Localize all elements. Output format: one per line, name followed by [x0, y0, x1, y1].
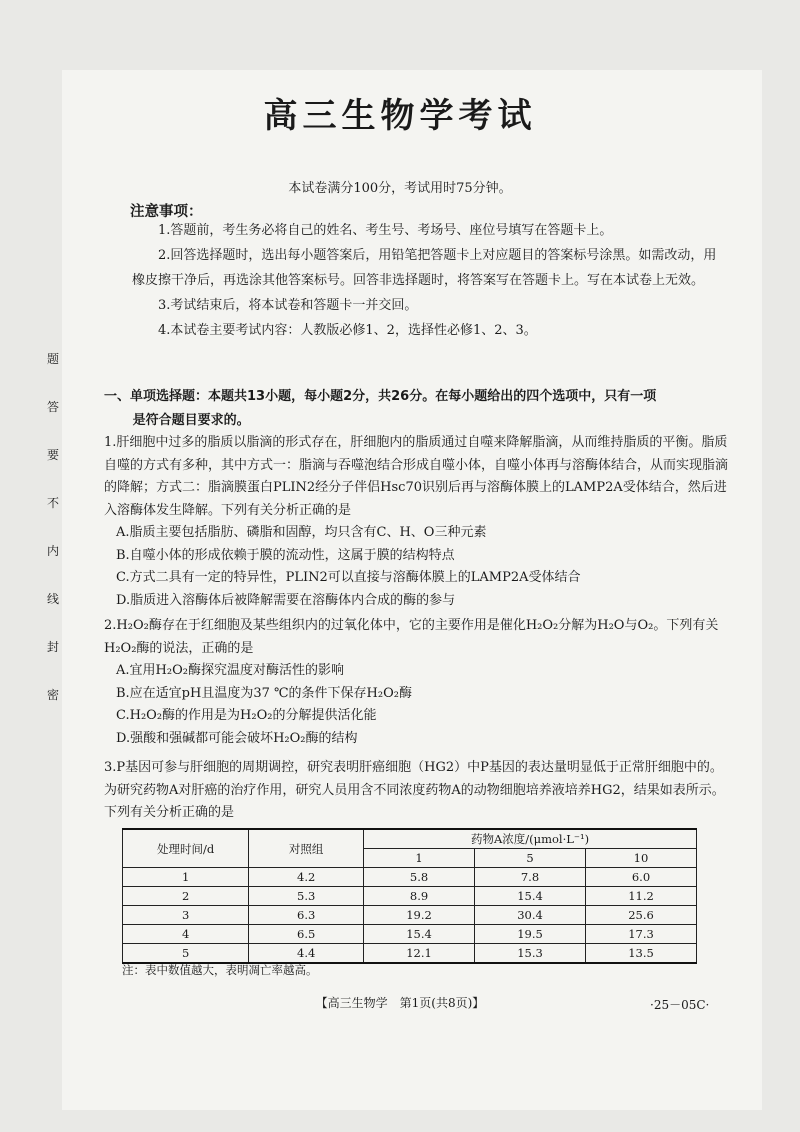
binding-margin — [42, 350, 64, 730]
question-stem: 1.肝细胞中过多的脂质以脂滴的形式存在，肝细胞内的脂质通过自噬来降解脂滴，从而维持脂质的平衡。脂质自噬的方式有多种，其中方式一：脂滴与吞噬泡结合形成自噬小体，自噬小体再与溶酶体结合，从而实现脂滴的降解；方式二：脂滴膜蛋白PLIN2经分子伴侣Hsc70识别后再与溶酶体膜上的LAMP2A受体结合，然后进入溶酶体发生降解。下列有关分析正确的是 — [104, 435, 729, 518]
table-cell: 17.3 — [586, 925, 697, 944]
binding-char: 答 — [46, 400, 59, 414]
binding-char: 要 — [46, 448, 59, 462]
table-cell: 6.5 — [249, 925, 364, 944]
table-cell: 5.8 — [364, 868, 475, 887]
table-cell: 4 — [123, 925, 249, 944]
page-footer: 【高三生物学 第1页(共8页)】 — [315, 996, 485, 1010]
table-cell: 30.4 — [475, 906, 586, 925]
option-d: D.脂质进入溶酶体后被降解需要在溶酶体内合成的酶的参与 — [116, 592, 456, 608]
binding-char: 线 — [46, 592, 59, 606]
exam-title: 高三生物学考试 — [263, 96, 537, 136]
table-cell: 15.4 — [364, 925, 475, 944]
notice-item: 1.答题前，考生务必将自己的姓名、考生号、考场号、座位号填写在答题卡上。 — [158, 223, 613, 238]
option-c: C.方式二具有一定的特异性，PLIN2可以直接与溶酶体膜上的LAMP2A受体结合 — [116, 570, 581, 585]
table-cell: 1 — [123, 868, 249, 887]
notice-item: 4.本试卷主要考试内容：人教版必修1、2，选择性必修1、2、3。 — [158, 323, 537, 338]
question-stem: 2.H₂O₂酶存在于红细胞及某些组织内的过氧化体中，它的主要作用是催化H₂O₂分解为H₂O与O₂。下列有关H₂O₂酶的说法，正确的是 — [104, 618, 719, 656]
section-line: 是符合题目要求的。 — [132, 413, 250, 428]
header-conc: 1 — [364, 849, 475, 868]
table-cell: 12.1 — [364, 944, 475, 964]
section-line: 一、单项选择题：本题共13小题，每小题2分，共26分。在每小题给出的四个选项中，只有一项 — [104, 389, 657, 404]
question-2 — [104, 615, 729, 750]
option-d: D.强酸和强碱都可能会破坏H₂O₂酶的结构 — [116, 730, 358, 746]
table-cell: 4.2 — [249, 868, 364, 887]
option-b: B.自噬小体的形成依赖于膜的流动性，这属于膜的结构特点 — [116, 547, 455, 563]
table-cell: 15.3 — [475, 944, 586, 964]
table-row — [123, 868, 697, 887]
header-control: 对照组 — [249, 829, 364, 868]
table-note: 注：表中数值越大，表明凋亡率越高。 — [122, 963, 318, 977]
table-row — [123, 887, 697, 906]
notice-heading: 注意事项： — [130, 204, 203, 220]
question-stem: 3.P基因可参与肝细胞的周期调控，研究表明肝癌细胞（HG2）中P基因的表达量明显低于正常肝细胞中的。为研究药物A对肝癌的治疗作用，研究人员用含不同浓度药物A的动物细胞培养液培养HG2，结果如表所示。下列有关分析正确的是 — [104, 760, 725, 820]
table-cell: 8.9 — [364, 887, 475, 906]
table-cell: 15.4 — [475, 887, 586, 906]
binding-char: 不 — [46, 496, 59, 510]
option-c: C.H₂O₂酶的作用是为H₂O₂的分解提供活化能 — [116, 708, 377, 723]
table-cell: 3 — [123, 906, 249, 925]
notice-item: 2.回答选择题时，选出每小题答案后，用铅笔把答题卡上对应题目的答案标号涂黑。如需改动，用橡皮擦干净后，再选涂其他答案标号。回答非选择题时，将答案写在答题卡上。写在本试卷上无效。 — [132, 248, 717, 288]
table-cell: 7.8 — [475, 868, 586, 887]
binding-char: 内 — [46, 544, 59, 558]
table-row — [123, 906, 697, 925]
table-cell: 2 — [123, 887, 249, 906]
exam-intro: 本试卷满分100分，考试用时75分钟。 — [288, 181, 512, 196]
header-time: 处理时间/d — [123, 829, 249, 868]
binding-char: 封 — [46, 640, 59, 654]
table-cell: 5 — [123, 944, 249, 964]
header-conc: 5 — [475, 849, 586, 868]
option-b: B.应在适宜pH且温度为37 ℃的条件下保存H₂O₂酶 — [116, 685, 412, 701]
binding-char: 密 — [46, 688, 59, 702]
notice-item: 3.考试结束后，将本试卷和答题卡一并交回。 — [158, 298, 418, 313]
table-cell: 13.5 — [586, 944, 697, 964]
table-cell: 19.2 — [364, 906, 475, 925]
table-cell: 6.3 — [249, 906, 364, 925]
exam-code: ·25－05C· — [650, 998, 710, 1012]
notice-list — [132, 218, 722, 343]
question-1 — [104, 432, 729, 612]
table-cell: 19.5 — [475, 925, 586, 944]
question-3 — [104, 757, 729, 825]
table-cell: 4.4 — [249, 944, 364, 964]
table-row — [123, 925, 697, 944]
table-cell: 6.0 — [586, 868, 697, 887]
header-conc: 10 — [586, 849, 697, 868]
table-cell: 11.2 — [586, 887, 697, 906]
table-row — [123, 944, 697, 964]
section-heading — [104, 385, 724, 433]
binding-char: 题 — [46, 352, 59, 366]
table-cell: 5.3 — [249, 887, 364, 906]
header-drug: 药物A浓度/(μmol·L⁻¹) — [364, 829, 697, 849]
option-a: A.脂质主要包括脂肪、磷脂和固醇，均只含有C、H、O三种元素 — [116, 525, 487, 540]
table-cell: 25.6 — [586, 906, 697, 925]
results-table — [122, 828, 697, 964]
option-a: A.宜用H₂O₂酶探究温度对酶活性的影响 — [116, 663, 344, 678]
